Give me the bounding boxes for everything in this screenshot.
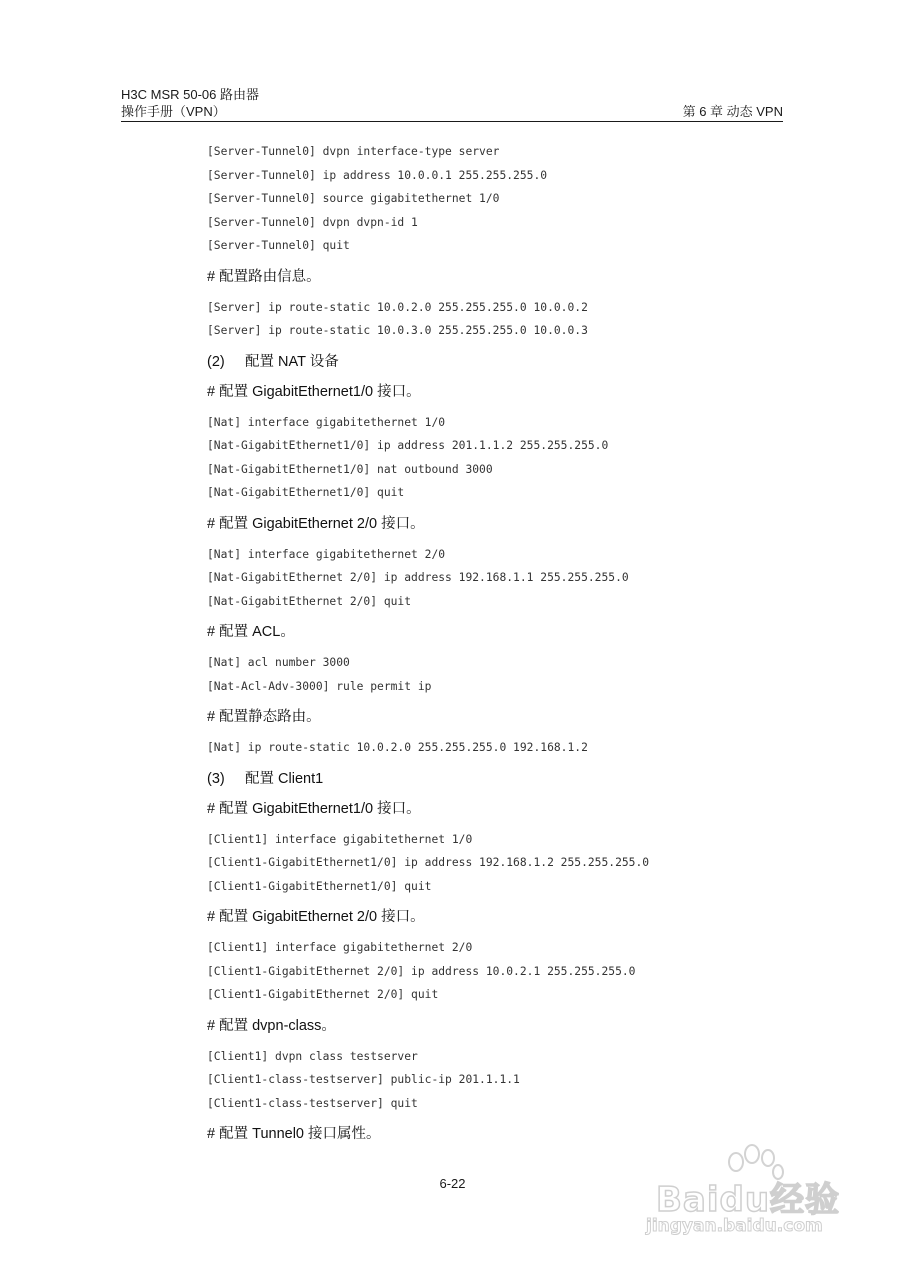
code-block [207, 651, 797, 698]
code-line: [Client1-GigabitEthernet1/0] ip address 192.168.1.2 255.255.255.0 [207, 856, 650, 869]
instruction-text: # 配置 GigabitEthernet 2/0 接口。 [207, 515, 425, 532]
code-line: [Client1-GigabitEthernet1/0] quit [207, 879, 432, 893]
instruction-text: # 配置 Tunnel0 接口属性。 [207, 1126, 381, 1142]
code-line: [Nat-GigabitEthernet1/0] quit [207, 486, 405, 499]
code-line: [Client1-GigabitEthernet 2/0] quit [207, 988, 439, 1001]
watermark-brand: Baidu经验 [656, 1180, 841, 1220]
code-line: [Server] ip route-static 10.0.2.0 255.255.255.0 10.0.0.2 [207, 300, 588, 314]
code-block [207, 543, 797, 614]
code-line: [Nat-GigabitEthernet1/0] nat outbound 3000 [207, 462, 493, 476]
code-line: [Nat] interface gigabitethernet 1/0 [207, 415, 446, 429]
code-line: [Client1] interface gigabitethernet 1/0 [207, 832, 473, 846]
code-line: [Nat] acl number 3000 [207, 656, 350, 669]
instruction-text: # 配置 ACL。 [207, 624, 295, 640]
code-line: [Nat-Acl-Adv-3000] rule permit ip [207, 679, 432, 693]
header-chapter-title: 第 6 章 动态 VPN [682, 104, 783, 119]
instruction-text: # 配置 GigabitEthernet 2/0 接口。 [207, 909, 425, 925]
code-line: [Nat] ip route-static 10.0.2.0 255.255.255.0 192.168.1.2 [207, 741, 588, 754]
code-line: [Client1-class-testserver] public-ip 201.1.1.1 [207, 1073, 520, 1086]
code-line: [Nat-GigabitEthernet 2/0] quit [207, 594, 412, 608]
code-block [207, 936, 797, 1007]
code-line: [Server-Tunnel0] source gigabitethernet 1/0 [207, 192, 500, 205]
code-block [207, 296, 797, 343]
instruction-text: # 配置 dvpn-class。 [207, 1017, 336, 1034]
code-line: [Nat-GigabitEthernet 2/0] ip address 192.168.1.1 255.255.255.0 [207, 571, 629, 584]
header-manual-name: 操作手册（VPN） [121, 104, 226, 119]
code-line: [Client1-GigabitEthernet 2/0] ip address 10.0.2.1 255.255.255.0 [207, 964, 636, 978]
step-title: 配置 NAT 设备 [245, 353, 339, 370]
page-number: 6-22 [439, 1176, 466, 1191]
instruction-text: # 配置 GigabitEthernet1/0 接口。 [207, 383, 421, 400]
code-line: [Server-Tunnel0] quit [207, 239, 350, 252]
header-manual-title [121, 103, 783, 120]
code-block [207, 828, 797, 899]
instruction-text: # 配置 GigabitEthernet1/0 接口。 [207, 800, 421, 817]
instruction-text: # 配置静态路由。 [207, 709, 321, 725]
page-header [121, 86, 783, 120]
code-line: [Nat] interface gigabitethernet 2/0 [207, 547, 446, 561]
code-block [207, 140, 797, 258]
header-product-title: H3C MSR 50-06 路由器 [121, 87, 259, 102]
code-line: [Client1] dvpn class testserver [207, 1049, 418, 1063]
code-line: [Client1] interface gigabitethernet 2/0 [207, 941, 473, 954]
code-line: [Server] ip route-static 10.0.3.0 255.255.255.0 10.0.0.3 [207, 324, 588, 337]
header-divider [121, 121, 783, 122]
code-line: [Client1-class-testserver] quit [207, 1096, 418, 1110]
baidu-watermark [638, 1142, 848, 1242]
code-block [207, 411, 797, 505]
step-number: (2) [207, 353, 225, 370]
watermark-url: jingyan.baidu.com [646, 1216, 823, 1236]
code-line: [Server-Tunnel0] dvpn interface-type server [207, 145, 500, 158]
step-number: (3) [207, 770, 225, 787]
code-line: [Server-Tunnel0] ip address 10.0.0.1 255.255.255.0 [207, 168, 548, 182]
step-heading [207, 347, 797, 377]
code-line: [Nat-GigabitEthernet1/0] ip address 201.1.1.2 255.255.255.0 [207, 439, 609, 452]
code-line: [Server-Tunnel0] dvpn dvpn-id 1 [207, 215, 418, 229]
step-title: 配置 Client1 [245, 770, 324, 787]
instruction-text: # 配置路由信息。 [207, 268, 321, 285]
code-block [207, 736, 797, 760]
code-block [207, 1045, 797, 1116]
document-body [207, 140, 797, 1149]
step-heading [207, 764, 797, 794]
